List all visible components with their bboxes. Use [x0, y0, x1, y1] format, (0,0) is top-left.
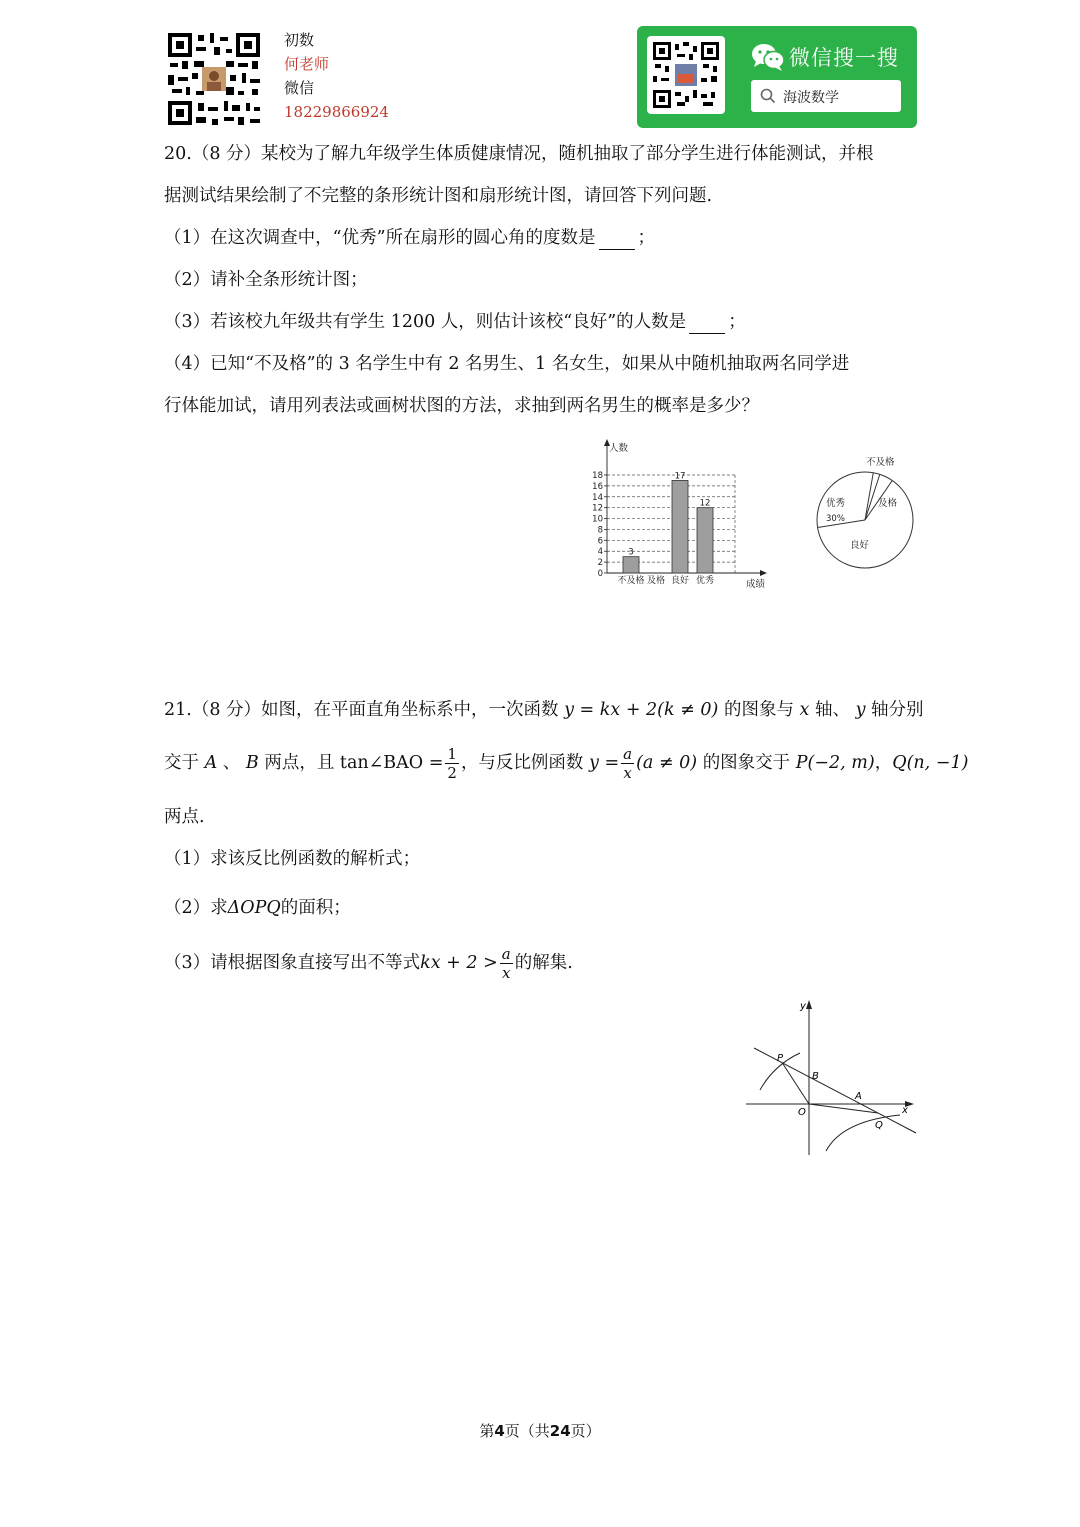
graph-label-b: B — [812, 1071, 819, 1082]
q21-part3-text: （3）请根据图象直接写出不等式 — [164, 953, 421, 973]
q20-stem-line2: 据测试结果绘制了不完整的条形统计图和扇形统计图，请回答下列问题. — [164, 186, 713, 206]
x-axis-arrow — [760, 570, 767, 576]
page-total: 24 — [549, 1422, 571, 1440]
fraction-a-over-x — [500, 945, 513, 982]
q20-part2: （2）请补全条形统计图； — [164, 270, 368, 290]
point-a: A — [204, 753, 218, 773]
contact-subject: 初数 — [284, 31, 315, 49]
q21-part1: （1）求该反比例函数的解析式； — [164, 849, 421, 869]
q20-part1-end: ； — [637, 228, 656, 248]
x-tick-label: 优秀 — [695, 576, 715, 586]
y-tick-label: 6 — [597, 536, 603, 547]
y-axis-arrow — [806, 1000, 812, 1009]
hyperbola-branch-4 — [826, 1115, 900, 1151]
wechat-search-title: 微信搜一搜 — [789, 46, 899, 70]
q21-part2-text: 的面积； — [280, 898, 351, 918]
q20-part3 — [164, 311, 746, 334]
footer-text: 页） — [570, 1422, 601, 1440]
answer-blank — [599, 227, 635, 250]
y-tick-label: 16 — [592, 481, 603, 492]
wechat-search-box[interactable] — [751, 80, 901, 112]
q20-part3-end: ； — [728, 312, 746, 332]
q20-part4-line2: 行体能加试，请用列表法或画树状图的方法，求抽到两名男生的概率是多少？ — [164, 396, 759, 416]
q21-stem-text: 交于 — [164, 753, 199, 773]
graph-label-x: x — [902, 1105, 908, 1116]
wechat-logo-icon — [751, 42, 785, 72]
point-p-coords: P(−2, m) — [795, 753, 875, 773]
x-tick-label: 不及格 — [617, 576, 645, 586]
fraction-a-over-x — [621, 745, 634, 782]
contact-label: 微信 — [284, 79, 315, 97]
point-q-coords: Q(n, −1) — [892, 753, 969, 773]
fraction-denominator: 2 — [447, 764, 457, 782]
q21-part3-text: 的解集. — [514, 953, 573, 973]
y-tick-label: 18 — [592, 471, 603, 481]
bar — [697, 508, 713, 573]
q21-stem-line2 — [164, 745, 968, 782]
q21-stem-text: ， — [874, 753, 893, 773]
q20-part1-text: （1）在这次调查中，“优秀”所在扇形的圆心角的度数是 — [164, 228, 596, 248]
q21-stem-line1 — [164, 699, 924, 721]
y-axis-label: 人数 — [609, 443, 629, 454]
x-tick-label: 良好 — [670, 576, 690, 586]
wechat-qr-code — [647, 36, 725, 114]
y-tick-label: 12 — [592, 503, 603, 514]
graph-label-a: A — [855, 1091, 862, 1102]
y-tick-label: 10 — [592, 514, 603, 525]
bar-value-label: 12 — [699, 498, 711, 509]
graph-label-p: P — [777, 1053, 784, 1064]
bar-chart — [585, 435, 775, 595]
fraction-numerator: 1 — [447, 745, 457, 763]
search-icon — [760, 88, 776, 104]
q20-part3-text: （3）若该校九年级共有学生 1200 人，则估计该校“良好”的人数是 — [164, 312, 687, 332]
y-tick-label: 8 — [597, 525, 603, 536]
fraction-numerator: a — [501, 945, 511, 963]
point-b: B — [245, 753, 259, 773]
q21-stem-line3: 两点. — [164, 807, 205, 827]
fraction-denominator: x — [623, 764, 632, 782]
pie-chart — [805, 450, 925, 576]
bar — [623, 557, 639, 573]
wechat-search-card[interactable] — [637, 26, 917, 128]
segment-oq — [809, 1104, 878, 1113]
x-tick-label: 及格 — [646, 576, 666, 586]
pie-label-excellent: 优秀 — [826, 498, 846, 509]
contact-phone: 18229866924 — [284, 103, 389, 121]
page-footer — [0, 1420, 1080, 1441]
footer-text: 第 — [479, 1422, 495, 1440]
inequality-lhs: kx + 2 > — [420, 953, 498, 973]
fraction-denominator: x — [502, 964, 511, 982]
page-number: 4 — [494, 1422, 505, 1440]
answer-blank — [689, 311, 725, 334]
contact-name: 何老师 — [284, 55, 330, 73]
triangle-opq: ΔOPQ — [227, 898, 281, 918]
pie-label-good: 良好 — [850, 540, 870, 551]
bar-value-label: 3 — [628, 547, 634, 558]
q21-stem-text: 21.（8 分）如图，在平面直角坐标系中，一次函数 — [164, 700, 559, 720]
graph-label-y: y — [800, 1001, 806, 1012]
pie-label-pass: 及格 — [878, 498, 898, 509]
q21-stem-text: 轴分别 — [871, 700, 924, 720]
q21-part2-text: （2）求 — [164, 898, 228, 918]
q20-part1 — [164, 227, 655, 250]
coordinate-graph — [742, 995, 922, 1160]
x-axis-label: 成绩 — [746, 579, 766, 590]
q20-stem-line1: 20.（8 分）某校为了解九年级学生体质健康情况，随机抽取了部分学生进行体能测试，并根 — [164, 144, 874, 164]
pie-label-excellent-percent: 30% — [826, 514, 845, 524]
y-tick-label: 14 — [592, 492, 603, 503]
pie-label-fail: 不及格 — [866, 457, 895, 468]
fraction-one-half — [445, 745, 459, 782]
fraction-numerator: a — [623, 745, 633, 763]
a-condition: (a ≠ 0) — [636, 753, 698, 773]
q21-stem-text: ，与反比例函数 — [460, 753, 584, 773]
linear-function: y = kx + 2(k ≠ 0) — [564, 700, 719, 720]
bar-value-label: 17 — [674, 471, 686, 482]
y-var: y — [855, 700, 866, 720]
contact-info — [284, 28, 389, 124]
q21-stem-text: 、 — [222, 753, 241, 773]
graph-label-q: Q — [875, 1120, 883, 1131]
bar — [672, 480, 688, 573]
footer-text: 页（共 — [504, 1422, 550, 1440]
q21-stem-text: 的图象交于 — [702, 753, 791, 773]
q21-part3 — [164, 945, 573, 982]
graph-label-o: O — [798, 1107, 806, 1118]
y-tick-label: 0 — [597, 569, 603, 579]
inverse-function-lhs: y = — [589, 753, 620, 773]
q21-part2 — [164, 897, 351, 919]
y-tick-label: 2 — [597, 558, 603, 569]
qr-code-icon — [166, 31, 262, 127]
qr-code-icon — [653, 42, 719, 108]
wechat-search-text: 海波数学 — [783, 90, 839, 106]
tan-expression: tan∠BAO = — [339, 753, 444, 773]
q21-stem-text: 轴、 — [814, 700, 850, 720]
y-tick-label: 4 — [597, 547, 603, 558]
q21-stem-text: 两点，且 — [264, 753, 335, 773]
x-var: x — [799, 700, 810, 720]
q21-stem-text: 的图象与 — [723, 700, 794, 720]
q20-part4-line1: （4）已知“不及格”的 3 名学生中有 2 名男生、1 名女生，如果从中随机抽取两名同学进 — [164, 354, 850, 374]
